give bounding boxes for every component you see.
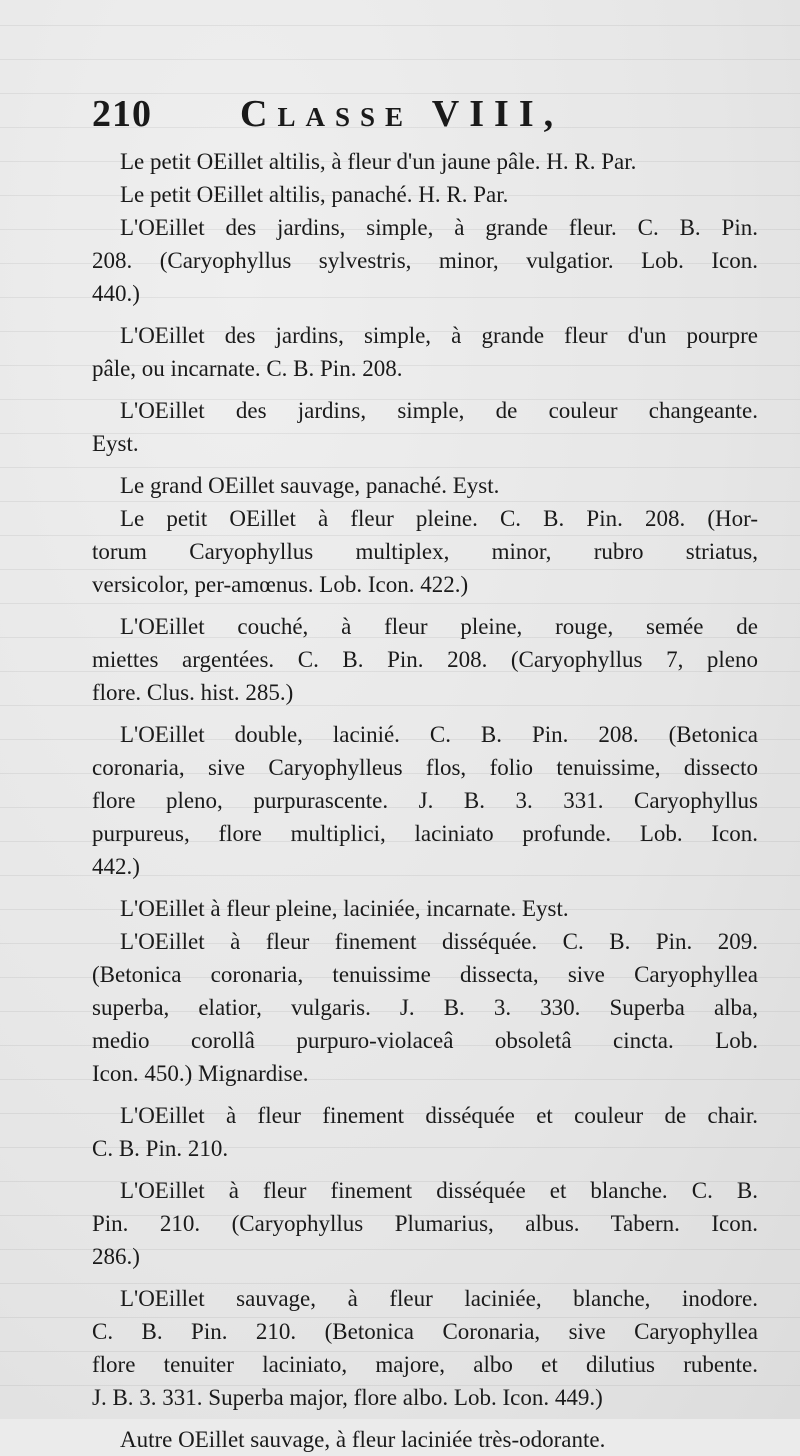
entry-line: 440.) [92, 281, 140, 306]
catalogue-entry [92, 394, 758, 460]
entry-line: Eyst. [92, 431, 139, 456]
entry-line: torum Caryophyllus multiplex, minor, rubro striatus, [92, 539, 758, 564]
entry-line: pâle, ou incarnate. C. B. Pin. 208. [92, 356, 403, 381]
body-text [92, 145, 758, 1456]
entry-line: flore tenuiter laciniato, majore, albo et dilutius rubente. [92, 1352, 758, 1377]
catalogue-entry [92, 1282, 758, 1414]
entry-line: coronaria, sive Caryophylleus flos, folio tenuissime, dissecto [92, 755, 758, 780]
page-header [92, 92, 720, 142]
catalogue-entry [92, 610, 758, 709]
catalogue-entry [92, 892, 758, 925]
entry-line: versicolor, per-amœnus. Lob. Icon. 422.) [92, 572, 469, 597]
entry-line: Le petit OEillet altilis, à fleur d'un jaune pâle. H. R. Par. [120, 149, 637, 174]
entry-line: L'OEillet à fleur finement disséquée et blanche. C. B. [120, 1178, 758, 1203]
entry-line: L'OEillet à fleur finement disséquée. C. B. Pin. 209. [120, 929, 758, 954]
entry-line: L'OEillet à fleur finement disséquée et couleur de chair. [120, 1103, 758, 1128]
entry-line: L'OEillet à fleur pleine, laciniée, incarnate. Eyst. [120, 896, 569, 921]
entry-line: (Betonica coronaria, tenuissime dissecta, sive Caryophyllea [92, 962, 758, 987]
catalogue-entry [92, 145, 758, 178]
entry-line: Icon. 450.) Mignardise. [92, 1061, 309, 1086]
entry-line: C. B. Pin. 210. (Betonica Coronaria, sive Caryophyllea [92, 1319, 758, 1344]
entry-line: miettes argentées. C. B. Pin. 208. (Caryophyllus 7, pleno [92, 647, 758, 672]
entry-line: L'OEillet des jardins, simple, à grande fleur. C. B. Pin. [120, 215, 758, 240]
catalogue-entry [92, 925, 758, 1090]
entry-line: J. B. 3. 331. Superba major, flore albo. Lob. Icon. 449.) [92, 1385, 603, 1410]
catalogue-entry [92, 178, 758, 211]
entry-line: purpureus, flore multiplici, laciniato profunde. Lob. Icon. [92, 821, 758, 846]
catalogue-entry [92, 469, 758, 502]
entry-line: Autre OEillet sauvage, à fleur laciniée très-odorante. [120, 1427, 606, 1452]
catalogue-entry [92, 319, 758, 385]
entry-line: L'OEillet couché, à fleur pleine, rouge, semée de [120, 614, 758, 639]
entry-line: 442.) [92, 854, 140, 879]
page-number: 210 [92, 93, 152, 135]
catalogue-entry [92, 1423, 758, 1456]
catalogue-entry [92, 718, 758, 883]
running-title: Classe VIII, [240, 93, 564, 135]
entry-line: Pin. 210. (Caryophyllus Plumarius, albus. Tabern. Icon. [92, 1211, 758, 1236]
entry-line: Le petit OEillet à fleur pleine. C. B. Pin. 208. (Hor- [120, 506, 758, 531]
entry-line: Le grand OEillet sauvage, panaché. Eyst. [120, 473, 500, 498]
entry-line: 208. (Caryophyllus sylvestris, minor, vulgatior. Lob. Icon. [92, 248, 758, 273]
catalogue-entry [92, 211, 758, 310]
entry-line: L'OEillet des jardins, simple, à grande fleur d'un pourpre [120, 323, 758, 348]
catalogue-entry [92, 1099, 758, 1165]
entry-line: flore. Clus. hist. 285.) [92, 680, 294, 705]
entry-line: L'OEillet des jardins, simple, de couleur changeante. [120, 398, 758, 423]
entry-line: L'OEillet sauvage, à fleur laciniée, blanche, inodore. [120, 1286, 758, 1311]
entry-line: 286.) [92, 1244, 140, 1269]
catalogue-entry [92, 502, 758, 601]
entry-line: C. B. Pin. 210. [92, 1136, 229, 1161]
entry-line: Le petit OEillet altilis, panaché. H. R. Par. [120, 182, 509, 207]
catalogue-entry [92, 1174, 758, 1273]
entry-line: L'OEillet double, lacinié. C. B. Pin. 208. (Betonica [120, 722, 758, 747]
entry-line: superba, elatior, vulgaris. J. B. 3. 330. Superba alba, [92, 995, 758, 1020]
entry-line: medio corollâ purpuro-violaceâ obsoletâ cincta. Lob. [92, 1028, 758, 1053]
entry-line: flore pleno, purpurascente. J. B. 3. 331. Caryophyllus [92, 788, 758, 813]
